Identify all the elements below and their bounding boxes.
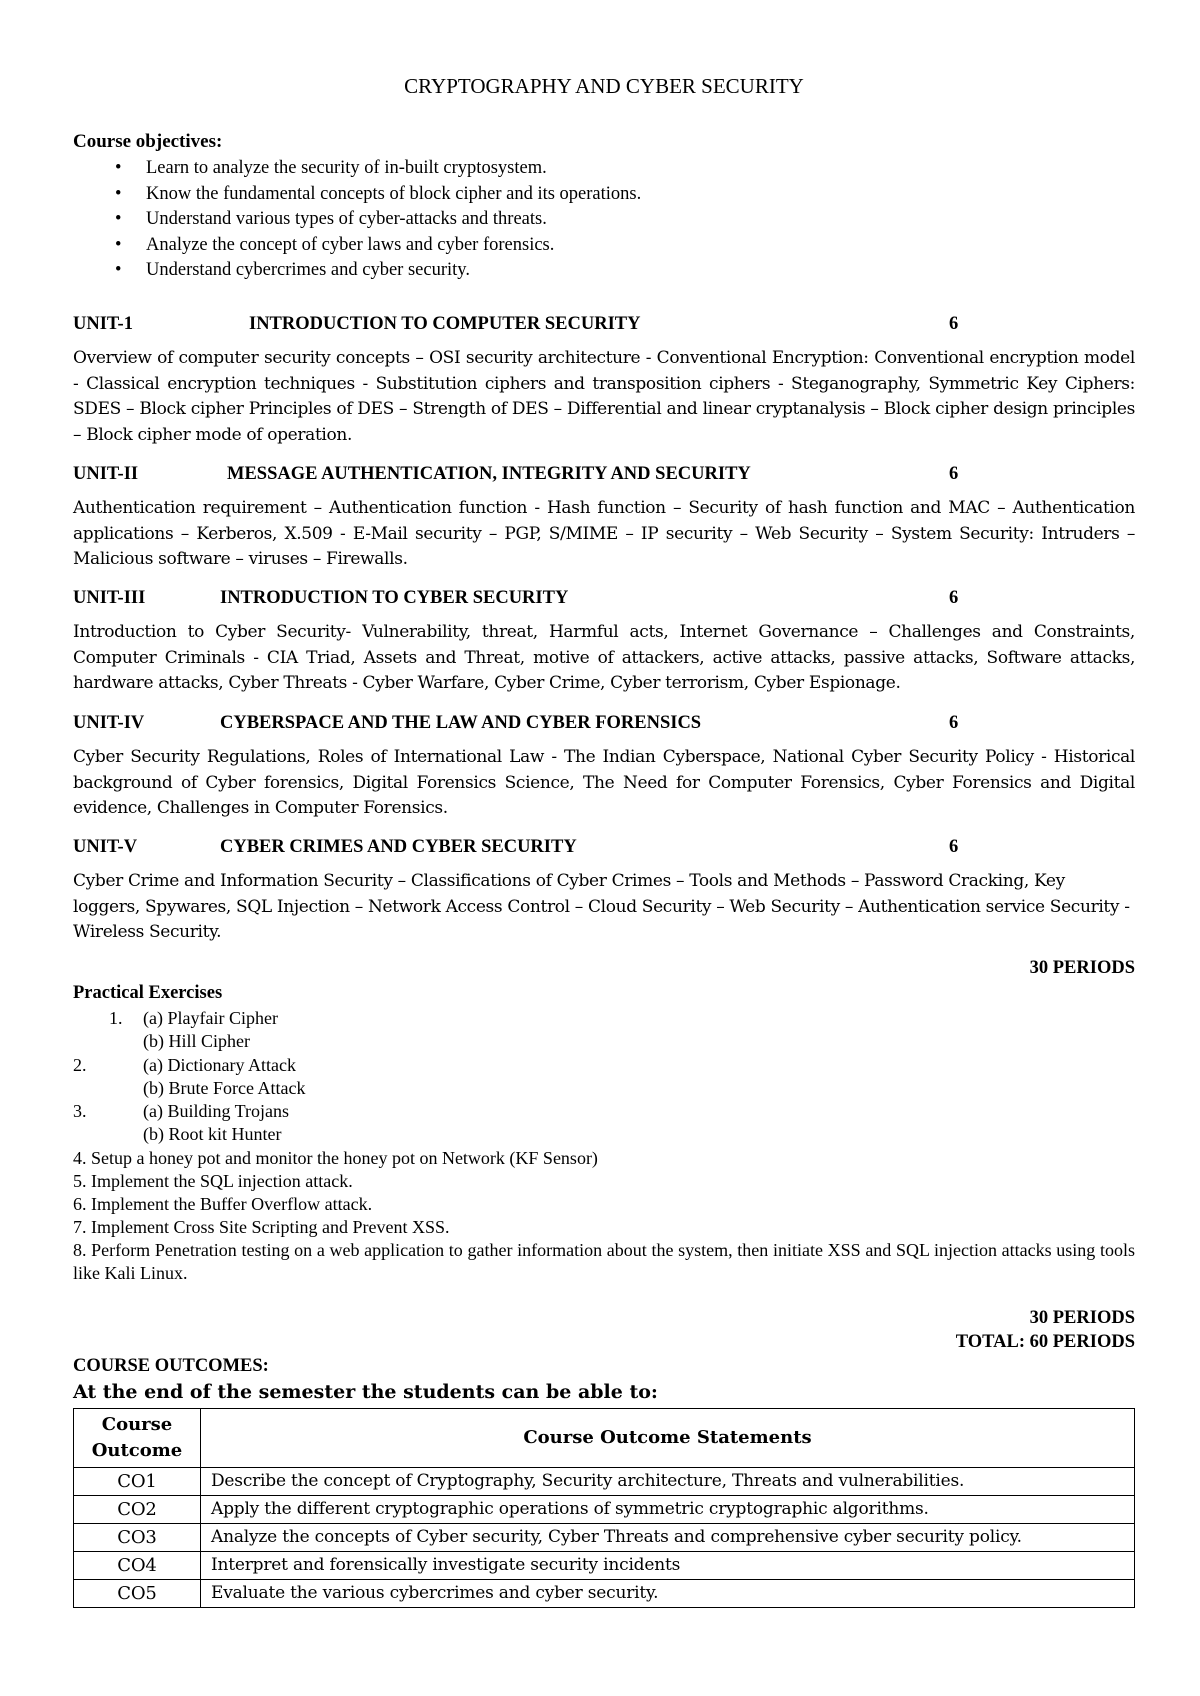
practical-line: 6. Implement the Buffer Overflow attack. xyxy=(73,1194,373,1214)
unit-3-section xyxy=(73,586,1135,697)
outcome-statement: Describe the concept of Cryptography, Security architecture, Threats and vulnerabilities. xyxy=(201,1468,1135,1496)
outcome-code: CO1 xyxy=(74,1468,201,1496)
column-header-course-outcome: Course Outcome xyxy=(74,1409,201,1468)
outcome-code: CO4 xyxy=(74,1552,201,1580)
outcomes-heading: COURSE OUTCOMES: xyxy=(73,1356,269,1376)
practical-list xyxy=(73,1147,1135,1285)
practical-item xyxy=(73,1100,1135,1146)
practical-periods: 30 PERIODS xyxy=(1029,1308,1135,1328)
unit-body: Cyber Crime and Information Security – Classifications of Cyber Crimes – Tools and Methods – Password Cracking, Key loggers, Spywares, SQL Injection – Network Access Control – Cloud Security – Web Security – Authentication service Security - Wireless Security. xyxy=(73,871,1130,942)
unit-5-section xyxy=(73,835,1135,946)
practical-number: 2. xyxy=(73,1055,87,1075)
objective-item: • Learn to analyze the security of in-built cryptosystem. xyxy=(113,156,641,182)
unit-body: Cyber Security Regulations, Roles of International Law - The Indian Cyberspace, National Cyber Security Policy - Historical background of Cyber forensics, Digital Forensics Science, The Need for Computer Forensics, Cyber Forensics and Digital evidence, Challenges in Computer Forensics. xyxy=(73,747,1135,818)
outcome-code: CO5 xyxy=(74,1580,201,1608)
bullet-icon: • xyxy=(115,209,122,229)
bullet-icon: • xyxy=(115,234,122,255)
unit-label: UNIT-II xyxy=(73,464,139,484)
unit-heading xyxy=(73,835,1135,859)
table-row xyxy=(74,1580,1135,1608)
practical-line: 5. Implement the SQL injection attack. xyxy=(73,1171,353,1191)
unit-hours: 6 xyxy=(949,837,959,857)
table-header-row xyxy=(74,1409,1135,1468)
unit-1-section xyxy=(73,312,1135,448)
unit-label: UNIT-1 xyxy=(73,314,133,334)
objectives-list xyxy=(113,156,641,284)
unit-title: CYBER CRIMES AND CYBER SECURITY xyxy=(220,837,577,857)
table-row xyxy=(74,1524,1135,1552)
bullet-icon: • xyxy=(115,158,122,178)
unit-title: CYBERSPACE AND THE LAW AND CYBER FORENSICS xyxy=(220,713,702,733)
unit-title: INTRODUCTION TO CYBER SECURITY xyxy=(220,588,569,608)
practical-line: (a) Dictionary Attack xyxy=(143,1055,296,1075)
unit-hours: 6 xyxy=(949,713,959,733)
column-header-statements: Course Outcome Statements xyxy=(201,1409,1135,1468)
practical-line: (a) Building Trojans xyxy=(143,1101,290,1121)
practical-item xyxy=(73,1007,1135,1053)
outcomes-table xyxy=(73,1408,1135,1608)
outcome-statement: Apply the different cryptographic operations of symmetric cryptographic algorithms. xyxy=(201,1496,1135,1524)
unit-hours: 6 xyxy=(949,588,959,608)
unit-hours: 6 xyxy=(949,314,959,334)
page-title: CRYPTOGRAPHY AND CYBER SECURITY xyxy=(404,74,804,98)
unit-label: UNIT-III xyxy=(73,588,146,608)
practical-item xyxy=(73,1054,1135,1100)
practical-line: (b) Hill Cipher xyxy=(143,1031,250,1051)
outcome-statement: Analyze the concepts of Cyber security, Cyber Threats and comprehensive cyber security policy. xyxy=(201,1524,1135,1552)
practical-line: (a) Playfair Cipher xyxy=(143,1008,278,1028)
practical-line: 7. Implement Cross Site Scripting and Prevent XSS. xyxy=(73,1217,450,1237)
unit-title: MESSAGE AUTHENTICATION, INTEGRITY AND SECURITY xyxy=(227,464,751,484)
practical-line: (b) Root kit Hunter xyxy=(143,1124,282,1144)
table-row xyxy=(74,1496,1135,1524)
outcome-statement: Evaluate the various cybercrimes and cyber security. xyxy=(201,1580,1135,1608)
unit-hours: 6 xyxy=(949,464,959,484)
total-periods: TOTAL: 60 PERIODS xyxy=(955,1332,1135,1352)
practical-line: 4. Setup a honey pot and monitor the honey pot on Network (KF Sensor) xyxy=(73,1148,598,1168)
practical-number: 3. xyxy=(73,1101,87,1121)
objective-item: • Know the fundamental concepts of block cipher and its operations. xyxy=(113,182,641,208)
outcome-code: CO3 xyxy=(74,1524,201,1552)
practical-number: 1. xyxy=(109,1008,123,1028)
bullet-icon: • xyxy=(115,260,122,280)
unit-title: INTRODUCTION TO COMPUTER SECURITY xyxy=(249,314,641,334)
practical-line: 8. Perform Penetration testing on a web application to gather information about the system, then initiate XSS and SQL injection attacks using tools like Kali Linux. xyxy=(73,1240,1135,1283)
table-row xyxy=(74,1552,1135,1580)
unit-heading xyxy=(73,312,1135,336)
objectives-heading: Course objectives: xyxy=(73,131,223,152)
outcomes-subheading: At the end of the semester the students can be able to: xyxy=(73,1381,658,1403)
unit-4-section xyxy=(73,711,1135,822)
unit-body: Authentication requirement – Authentication function - Hash function – Security of hash function and MAC – Authentication applications – Kerberos, X.509 - E-Mail security – PGP, S/MIME – IP security – Web Security – System Security: Intruders – Malicious software – viruses – Firewalls. xyxy=(73,498,1135,569)
table-row xyxy=(74,1468,1135,1496)
outcome-code: CO2 xyxy=(74,1496,201,1524)
unit-heading xyxy=(73,586,1135,610)
theory-periods: 30 PERIODS xyxy=(1029,958,1135,978)
document-page xyxy=(73,0,1135,1696)
unit-label: UNIT-IV xyxy=(73,713,145,733)
unit-label: UNIT-V xyxy=(73,837,138,857)
unit-heading xyxy=(73,711,1135,735)
objective-item: • Analyze the concept of cyber laws and cyber forensics. xyxy=(113,233,641,259)
unit-body: Introduction to Cyber Security- Vulnerability, threat, Harmful acts, Internet Governance – Challenges and Constraints, Computer Criminals - CIA Triad, Assets and Threat, motive of attackers, active attacks, passive attacks, Software attacks, hardware attacks, Cyber Threats - Cyber Warfare, Cyber Crime, Cyber terrorism, Cyber Espionage. xyxy=(73,622,1135,693)
outcome-statement: Interpret and forensically investigate security incidents xyxy=(201,1552,1135,1580)
unit-heading xyxy=(73,462,1135,486)
unit-2-section xyxy=(73,462,1135,573)
objective-item: • Understand various types of cyber-attacks and threats. xyxy=(113,207,641,233)
unit-body: Overview of computer security concepts – OSI security architecture - Conventional Encryption: Conventional encryption model - Classical encryption techniques - Substitution ciphers and transposition ciphers - Steganography, Symmetric Key Ciphers: SDES – Block cipher Principles of DES – Strength of DES – Differential and linear cryptanalysis – Block cipher design principles – Block cipher mode of operation. xyxy=(73,348,1135,445)
practical-line: (b) Brute Force Attack xyxy=(143,1078,306,1098)
objective-item: • Understand cybercrimes and cyber security. xyxy=(113,258,641,284)
practical-heading: Practical Exercises xyxy=(73,983,223,1003)
bullet-icon: • xyxy=(115,183,122,204)
